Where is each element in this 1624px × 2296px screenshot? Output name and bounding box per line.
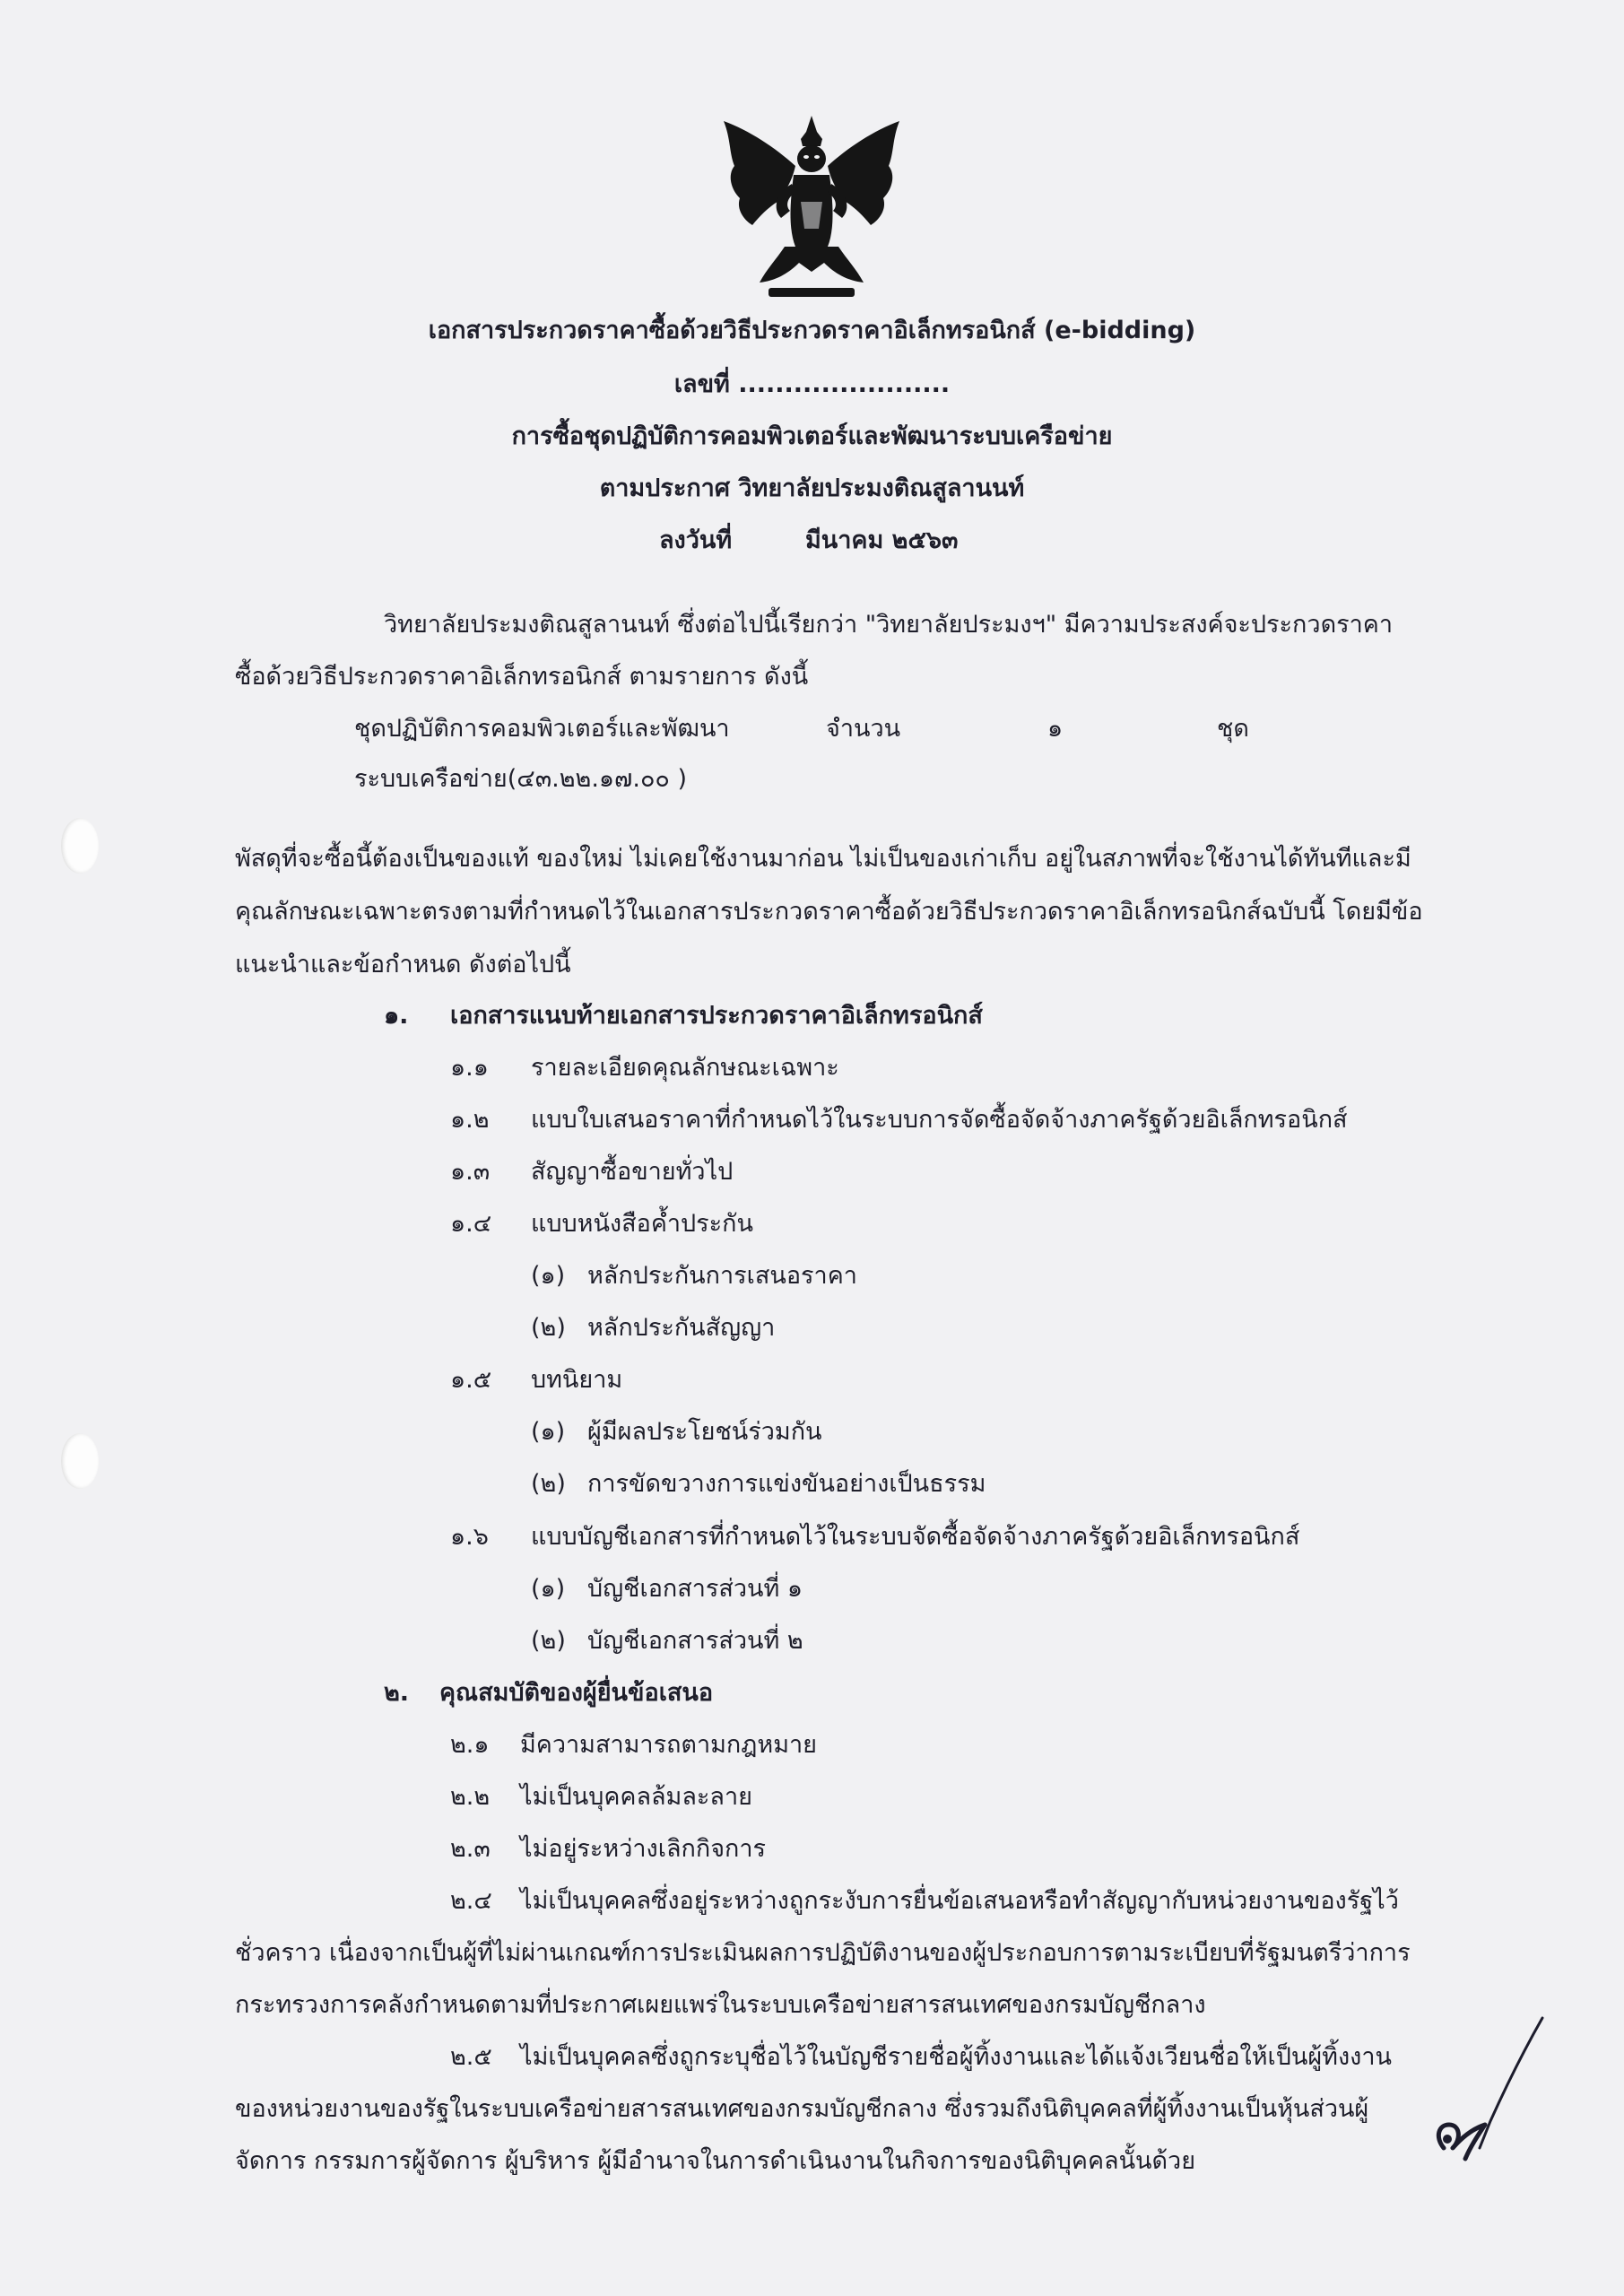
section-2-number: ๒. <box>384 1679 410 1707</box>
document-subject: การซื้อชุดปฏิบัติการคอมพิวเตอร์และพัฒนาระบบเครือข่าย <box>511 422 1113 450</box>
item-unit: ชุด <box>1217 715 1249 743</box>
item-1-6-1-text: บัญชีเอกสารส่วนที่ ๑ <box>587 1575 803 1603</box>
item-1-6-text: แบบบัญชีเอกสารที่กำหนดไว้ในระบบจัดซื้อจัดจ้างภาครัฐด้วยอิเล็กทรอนิกส์ <box>531 1523 1300 1551</box>
document-number: เลขที่ ....................... <box>673 370 951 398</box>
section-1-number: ๑. <box>384 1002 409 1030</box>
item-1-4-text: แบบหนังสือค้ำประกัน <box>531 1210 753 1238</box>
item-1-5-text: บทนิยาม <box>531 1366 623 1394</box>
item-2-5-line-2: ของหน่วยงานของรัฐในระบบเครือข่ายสารสนเทศของกรมบัญชีกลาง ซึ่งรวมถึงนิติบุคคลที่ผู้ทิ้งงานเป็นหุ้นส่วนผู้ <box>235 2095 1369 2123</box>
item-1-4-2-text: หลักประกันสัญญา <box>587 1314 776 1342</box>
item-1-5-number: ๑.๕ <box>450 1366 492 1394</box>
item-2-5-line-3: จัดการ กรรมการผู้จัดการ ผู้บริหาร ผู้มีอำนาจในการดำเนินงานในกิจการของนิติบุคคลนั้นด้วย <box>235 2147 1196 2175</box>
section-1-title: เอกสารแนบท้ายเอกสารประกวดราคาอิเล็กทรอนิกส์ <box>450 1002 983 1030</box>
item-1-4-1-text: หลักประกันการเสนอราคา <box>587 1262 857 1290</box>
punch-hole-top <box>61 818 99 874</box>
item-1-5-1-number: (๑) <box>531 1418 566 1446</box>
date-label: ลงวันที่ <box>659 526 733 554</box>
item-1-4-1-number: (๑) <box>531 1262 566 1290</box>
item-1-3-text: สัญญาซื้อขายทั่วไป <box>531 1158 734 1186</box>
intro-line-2: ซื้อด้วยวิธีประกวดราคาอิเล็กทรอนิกส์ ตามรายการ ดังนี้ <box>235 663 809 691</box>
item-qty-label: จำนวน <box>826 715 901 743</box>
intro-line-1: วิทยาลัยประมงติณสูลานนท์ ซึ่งต่อไปนี้เรียกว่า "วิทยาลัยประมงฯ" มีความประสงค์จะประกวดราคา <box>384 611 1393 639</box>
date-value: มีนาคม ๒๕๖๓ <box>805 526 959 554</box>
item-1-5-2-number: (๒) <box>531 1470 566 1498</box>
garuda-emblem-icon <box>713 112 910 305</box>
item-2-2-number: ๒.๒ <box>450 1783 491 1811</box>
requirement-line-2: คุณลักษณะเฉพาะตรงตามที่กำหนดไว้ในเอกสารประกวดราคาซื้อด้วยวิธีประกวดราคาอิเล็กทรอนิกส์ฉบับนี้ โดยมีข้อ <box>235 898 1423 926</box>
punch-hole-bottom <box>61 1433 99 1489</box>
requirement-line-3: แนะนำและข้อกำหนด ดังต่อไปนี้ <box>235 951 571 978</box>
item-1-5-2-text: การขัดขวางการแข่งขันอย่างเป็นธรรม <box>587 1470 986 1498</box>
item-2-5-line-1: ไม่เป็นบุคคลซึ่งถูกระบุชื่อไว้ในบัญชีรายชื่อผู้ทิ้งงานและได้แจ้งเวียนชื่อให้เป็นผู้ทิ้งงาน <box>520 2043 1392 2071</box>
item-2-3-number: ๒.๓ <box>450 1835 491 1863</box>
item-1-3-number: ๑.๓ <box>450 1158 491 1186</box>
item-1-1-number: ๑.๑ <box>450 1054 489 1082</box>
handwritten-signature-icon <box>1426 2013 1551 2166</box>
item-2-4-line-3: กระทรวงการคลังกำหนดตามที่ประกาศเผยแพร่ในระบบเครือข่ายสารสนเทศของกรมบัญชีกลาง <box>235 1991 1206 2019</box>
item-2-5-number: ๒.๕ <box>450 2043 492 2071</box>
item-qty: ๑ <box>1047 715 1064 743</box>
item-1-2-number: ๑.๒ <box>450 1106 490 1134</box>
item-2-1-number: ๒.๑ <box>450 1731 490 1759</box>
item-2-3-text: ไม่อยู่ระหว่างเลิกกิจการ <box>520 1835 767 1863</box>
announcement-line: ตามประกาศ วิทยาลัยประมงติณสูลานนท์ <box>599 474 1025 502</box>
requirement-line-1: พัสดุที่จะซื้อนี้ต้องเป็นของแท้ ของใหม่ ไม่เคยใช้งานมาก่อน ไม่เป็นของเก่าเก็บ อยู่ในสภาพที่จะใช้งานได้ทันทีและมี <box>235 845 1411 873</box>
item-1-4-2-number: (๒) <box>531 1314 566 1342</box>
section-2-title: คุณสมบัติของผู้ยื่นข้อเสนอ <box>439 1679 714 1707</box>
item-1-6-2-text: บัญชีเอกสารส่วนที่ ๒ <box>587 1627 803 1655</box>
item-1-4-number: ๑.๔ <box>450 1210 492 1238</box>
item-1-1-text: รายละเอียดคุณลักษณะเฉพาะ <box>531 1054 839 1082</box>
item-1-6-1-number: (๑) <box>531 1575 566 1603</box>
item-2-4-line-2: ชั่วคราว เนื่องจากเป็นผู้ที่ไม่ผ่านเกณฑ์การประเมินผลการปฏิบัติงานของผู้ประกอบการตามระเบียบที่รัฐมนตรีว่าการ <box>235 1939 1411 1967</box>
item-1-2-text: แบบใบเสนอราคาที่กำหนดไว้ในระบบการจัดซื้อจัดจ้างภาครัฐด้วยอิเล็กทรอนิกส์ <box>531 1106 1348 1134</box>
item-2-1-text: มีความสามารถตามกฎหมาย <box>520 1731 817 1759</box>
item-2-4-line-1: ไม่เป็นบุคคลซึ่งอยู่ระหว่างถูกระงับการยื่นข้อเสนอหรือทำสัญญากับหน่วยงานของรัฐไว้ <box>520 1887 1399 1915</box>
item-name-line-2: ระบบเครือข่าย(๔๓.๒๒.๑๗.๐๐ ) <box>354 765 688 793</box>
item-1-6-number: ๑.๖ <box>450 1523 489 1551</box>
item-1-6-2-number: (๒) <box>531 1627 566 1655</box>
item-2-2-text: ไม่เป็นบุคคลล้มละลาย <box>520 1783 752 1811</box>
item-name-line-1: ชุดปฏิบัติการคอมพิวเตอร์และพัฒนา <box>354 715 730 743</box>
document-title: เอกสารประกวดราคาซื้อด้วยวิธีประกวดราคาอิเล็กทรอนิกส์ (e-bidding) <box>428 317 1196 344</box>
item-1-5-1-text: ผู้มีผลประโยชน์ร่วมกัน <box>587 1418 822 1446</box>
item-2-4-number: ๒.๔ <box>450 1887 492 1915</box>
